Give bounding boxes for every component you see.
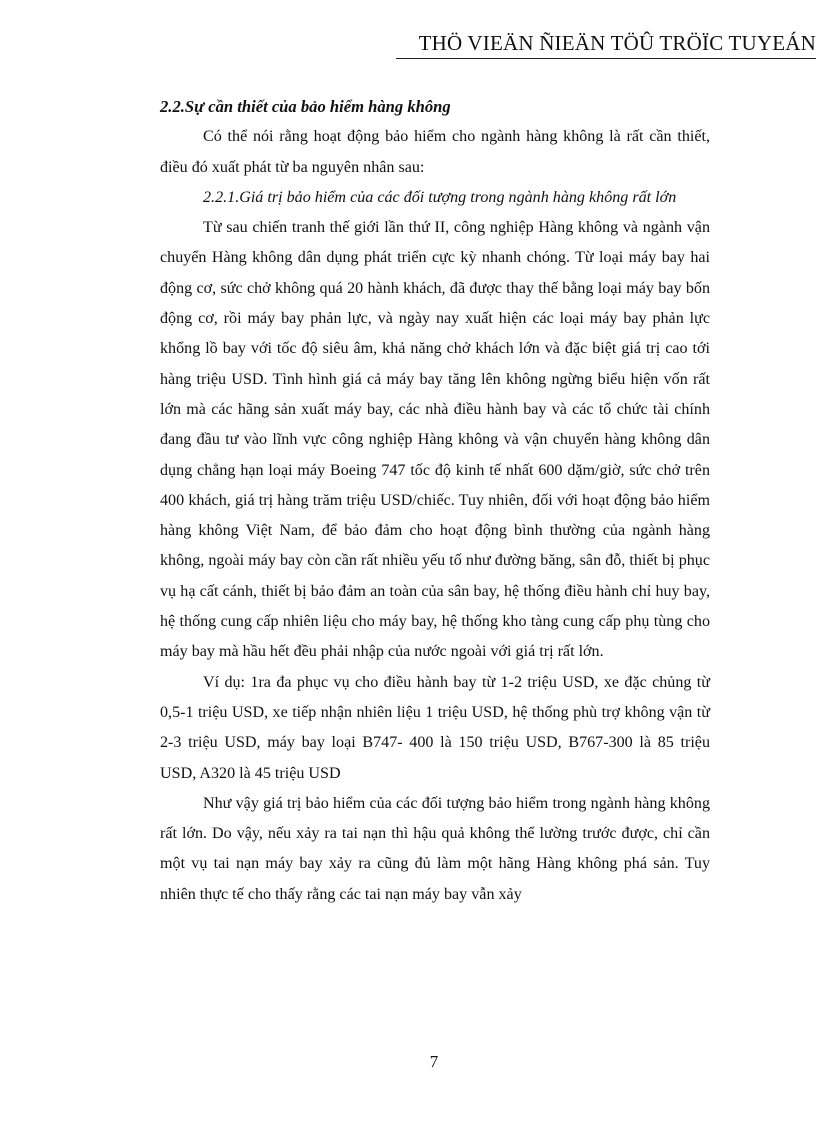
header-title: THÖ VIEÄN ÑIEÄN TÖÛ TRÖÏC TUYEÁN xyxy=(418,31,816,55)
section-title: 2.2.Sự cần thiết của bảo hiểm hàng không xyxy=(160,97,451,116)
paragraph-history: Từ sau chiến tranh thế giới lần thứ II, công nghiệp Hàng không và ngành vận chuyển Hàng không dân dụng phát triển cực kỳ nhanh chóng. Từ loại máy bay hai động cơ, sức chở không quá 20 hành khách, đã được thay thế bằng loại máy bay bốn động cơ, rồi máy bay phản lực, và ngày nay xuất hiện các loại máy bay phản lực khổng lồ bay với tốc độ siêu âm, khả năng chở khách lớn và đặc biệt giá trị cao tới hàng triệu USD. Tình hình giá cả máy bay tăng lên không ngừng biểu hiện vốn rất lớn mà các hãng sản xuất máy bay, các nhà điều hành bay và các tổ chức tài chính đang đầu tư vào lĩnh vực công nghiệp Hàng không và vận chuyển hàng không dân dụng chẳng hạn loại máy Boeing 747 tốc độ kinh tế nhất 600 dặm/giờ, sức chở trên 400 khách, giá trị hàng trăm triệu USD/chiếc. Tuy nhiên, đối với hoạt động bảo hiểm hàng không Việt Nam, để bảo đảm cho hoạt động bình thường của ngành hàng không, ngoài máy bay còn cần rất nhiều yếu tố như đường băng, sân đỗ, thiết bị phục vụ hạ cất cánh, thiết bị bảo đảm an toàn của sân bay, hệ thống điều hành chỉ huy bay, hệ thống cung cấp nhiên liệu cho máy bay, hệ thống kho tàng cung cấp phụ tùng cho máy bay mà hầu hết đều phải nhập của nước ngoài với giá trị rất lớn. xyxy=(160,219,710,661)
document-body xyxy=(160,92,710,910)
paragraph-conclusion: Như vậy giá trị bảo hiểm của các đối tượng bảo hiểm trong ngành hàng không rất lớn. Do vậy, nếu xảy ra tai nạn thì hậu quả không thể lường trước được, chỉ cần một vụ tai nạn máy bay xảy ra cũng đủ làm một hãng Hàng không phá sản. Tuy nhiên thực tế cho thấy rằng các tai nạn máy bay vẫn xảy xyxy=(160,794,710,903)
page-number: 7 xyxy=(429,1052,439,1071)
subsection-title: 2.2.1.Giá trị bảo hiểm của các đối tượng trong ngành hàng không rất lớn xyxy=(203,188,677,206)
intro-paragraph: Có thể nói rằng hoạt động bảo hiểm cho ngành hàng không là rất cần thiết, điều đó xuất phát từ ba nguyên nhân sau: xyxy=(160,128,710,176)
library-header xyxy=(396,30,816,59)
paragraph-example: Ví dụ: 1ra đa phục vụ cho điều hành bay từ 1-2 triệu USD, xe đặc chủng từ 0,5-1 triệu USD, xe tiếp nhận nhiên liệu 1 triệu USD, hệ thống phù trợ không vận từ 2-3 triệu USD, máy bay loại B747- 400 là 150 triệu USD, B767-300 là 85 triệu USD, A320 là 45 triệu USD xyxy=(160,673,710,782)
